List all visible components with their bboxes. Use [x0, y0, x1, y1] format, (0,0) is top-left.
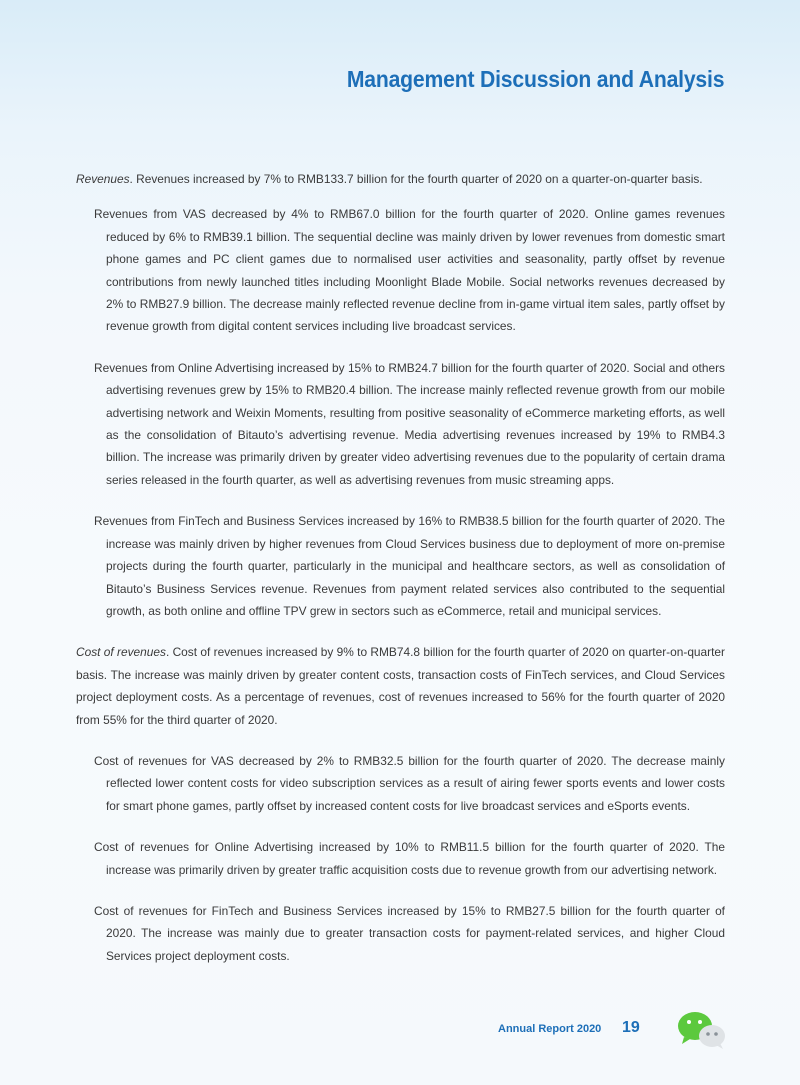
cost-of-revenues-paragraph — [76, 641, 725, 731]
revenues-heading: Revenues — [76, 172, 130, 186]
cost-of-revenues-heading: Cost of revenues — [76, 645, 166, 660]
revenues-online-advertising-paragraph: Revenues from Online Advertising increased by 15% to RMB24.7 billion for the fourth quarter of 2020. Social and others advertising revenues grew by 15% to RMB20.4 billion. The increase mainly reflected revenue growth from our mobile advertising network and Weixin Moments, resulting from positive seasonality of eCommerce marketing efforts, as well as the consolidation of Bitauto’s advertising revenue. Media advertising revenues increased by 19% to RMB4.3 billion. The increase was primarily driven by greater video advertising revenues due to the popularity of certain drama series released in the fourth quarter, as well as advertising revenues from music streaming apps. — [94, 360, 725, 487]
revenues-paragraph — [76, 168, 725, 190]
revenues-intro: . Revenues increased by 7% to RMB133.7 billion for the fourth quarter of 2020 on a quarter-on-quarter basis. — [129, 172, 703, 186]
cost-of-revenues-intro: . Cost of revenues increased by 9% to RMB74.8 billion for the fourth quarter of 2020 on quarter-on-quarter basis. The increase was mainly driven by greater content costs, transaction costs of FinTech services, and Cloud Services project deployment costs. As a percentage of revenues, cost of revenues increased to 56% for the fourth quarter of 2020 from 55% for the third quarter of 2020. — [76, 645, 725, 727]
page-title: Management Discussion and Analysis — [346, 66, 724, 92]
page-number: 19 — [622, 1019, 640, 1036]
cost-online-advertising-paragraph: Cost of revenues for Online Advertising increased by 10% to RMB11.5 billion for the fourth quarter of 2020. The increase was primarily driven by greater traffic acquisition costs due to revenue growth from our advertising network. — [94, 840, 725, 877]
cost-fintech-paragraph: Cost of revenues for FinTech and Business Services increased by 15% to RMB27.5 billion for the fourth quarter of 2020. The increase was mainly due to greater transaction costs for payment-related services, and higher Cloud Services project deployment costs. — [94, 903, 725, 963]
revenues-fintech-paragraph: Revenues from FinTech and Business Services increased by 16% to RMB38.5 billion for the fourth quarter of 2020. The increase was mainly driven by higher revenues from Cloud Services business due to deployment of more on-premise projects during the fourth quarter, particularly in the municipal and healthcare sectors, as well as consolidation of Bitauto’s Business Services revenue. Revenues from payment related services also contributed to the sequential growth, as both online and offline TPV grew in sectors such as eCommerce, retail and municipal services. — [94, 514, 725, 618]
wechat-logo-icon — [676, 1010, 728, 1050]
main-content — [76, 168, 725, 986]
revenues-vas-paragraph: Revenues from VAS decreased by 4% to RMB67.0 billion for the fourth quarter of 2020. Online games revenues reduced by 6% to RMB39.1 billion. The sequential decline was mainly driven by lower revenues from domestic smart phone games and PC client games due to normalised user activities and seasonality, partly offset by revenue contributions from newly launched titles including Moonlight Blade Mobile. Social networks revenues decreased by 2% to RMB27.9 billion. The decrease mainly reflected revenue decline from in-game virtual item sales, partly offset by revenue growth from digital content services including live broadcast services. — [94, 207, 725, 334]
footer-report-label: Annual Report 2020 — [498, 1023, 602, 1035]
cost-vas-paragraph: Cost of revenues for VAS decreased by 2% to RMB32.5 billion for the fourth quarter of 2020. The decrease mainly reflected lower content costs for video subscription services as a result of airing fewer sports events and lower costs for smart phone games, partly offset by increased content costs for live broadcast services and eSports events. — [94, 753, 725, 813]
